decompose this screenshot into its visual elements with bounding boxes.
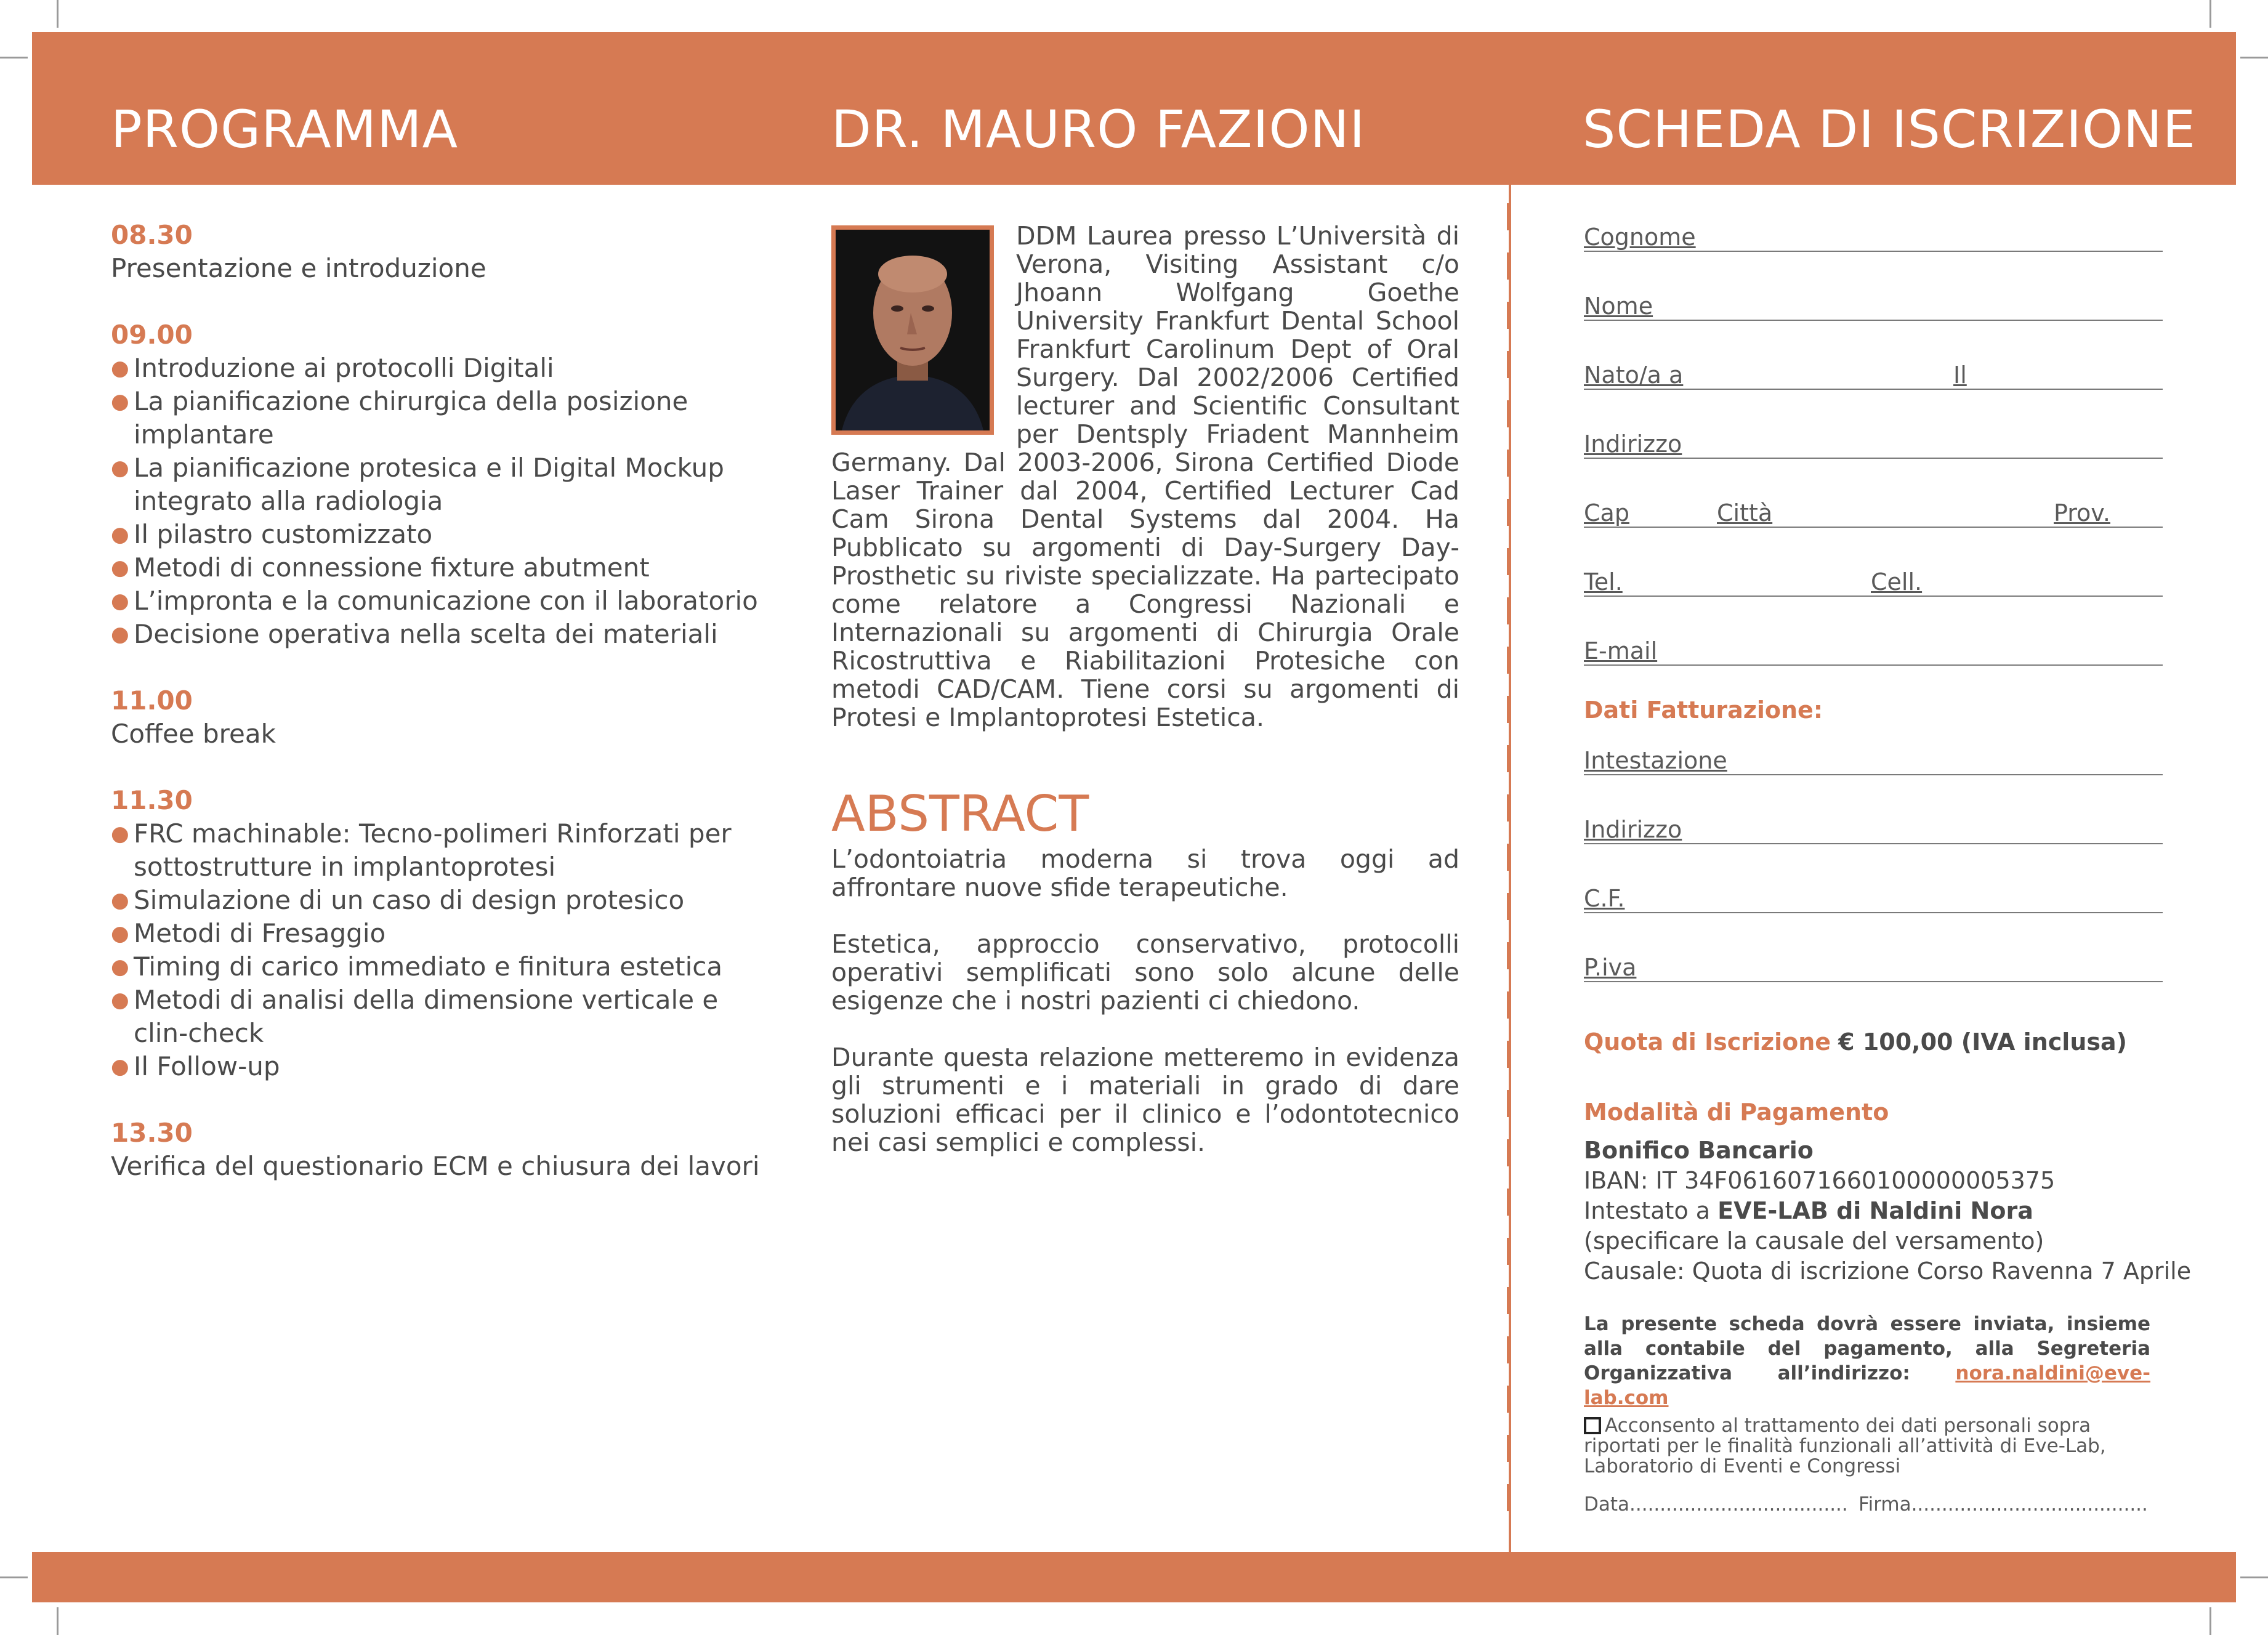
intestato-prefix: Intestato a: [1584, 1197, 1711, 1224]
firma-line[interactable]: Firma.......................................: [1858, 1493, 2148, 1516]
program-item-text: Decisione operativa nella scelta dei materiali: [134, 619, 718, 649]
program-item: [111, 950, 764, 983]
bullet-icon: ●: [111, 622, 129, 647]
pagamento-title: Modalità di Pagamento: [1584, 1099, 1889, 1126]
intestazione-label: Intestazione: [1584, 747, 1727, 774]
abstract-title: ABSTRACT: [831, 785, 1089, 842]
fold-dash: [1507, 1189, 1510, 1216]
bonifico-label: Bonifico Bancario: [1584, 1137, 1814, 1164]
fold-dash: [1507, 400, 1510, 427]
fold-dash: [1507, 1090, 1510, 1117]
cell-label: Cell.: [1871, 568, 1923, 595]
program-item: [111, 618, 764, 651]
bullet-icon: ●: [111, 589, 129, 613]
nome-label: Nome: [1584, 293, 1653, 320]
programma-heading: PROGRAMMA: [111, 99, 459, 159]
crop-mark: [0, 57, 28, 59]
program-text: Coffee break: [111, 719, 276, 749]
crop-mark: [57, 1607, 59, 1635]
cognome-field[interactable]: [1584, 219, 2163, 252]
specificare-text: (specificare la causale del versamento): [1584, 1227, 2044, 1254]
email-link[interactable]: nora.naldini@eve-lab.com: [1584, 1362, 2150, 1409]
fatturazione-title: Dati Fatturazione:: [1584, 696, 1823, 724]
program-item-text: Il pilastro customizzato: [134, 519, 433, 549]
fold-dash: [1507, 745, 1510, 772]
fold-dash: [1507, 893, 1510, 920]
crop-mark: [2240, 1576, 2268, 1578]
speaker-photo: [831, 225, 994, 435]
program-item: [111, 817, 764, 884]
bullet-icon: ●: [111, 822, 129, 846]
prov-label: Prov.: [2054, 499, 2110, 527]
consent-text: Acconsento al trattamento dei dati personali sopra riportati per le finalità funzionali all’attività di Eve-Lab, Laboratorio di Eventi e Congressi: [1584, 1415, 2106, 1477]
bullet-icon: ●: [111, 988, 129, 1012]
cf-label: C.F.: [1584, 885, 1625, 912]
cap-citta-prov-field[interactable]: [1584, 495, 2163, 528]
bullet-icon: ●: [111, 921, 129, 946]
il-label: Il: [1953, 361, 1967, 389]
crop-mark: [2209, 0, 2211, 28]
abstract-paragraph: L’odontoiatria moderna si trova oggi ad affrontare nuove sfide terapeutiche.: [831, 844, 1459, 902]
fold-dash: [1507, 647, 1510, 674]
bullet-icon: ●: [111, 888, 129, 913]
program-item: [111, 1050, 764, 1083]
program-item-text: L’impronta e la comunicazione con il laboratorio: [134, 586, 758, 616]
fold-dash: [1507, 1386, 1510, 1413]
cognome-label: Cognome: [1584, 224, 1696, 251]
fold-dash: [1507, 1435, 1510, 1462]
cap-label: Cap: [1584, 499, 1629, 527]
program-item-text: Metodi di Fresaggio: [134, 918, 386, 948]
bullet-icon: ●: [111, 1054, 129, 1079]
program-item: [111, 385, 764, 451]
program-item-text: Il Follow-up: [134, 1051, 280, 1081]
note-text: La presente scheda dovrà essere inviata, insieme alla contabile del pagamento, alla Segreteria Organizzativa all’indirizzo:: [1584, 1313, 2150, 1384]
cf-field[interactable]: [1584, 880, 2163, 913]
footer-band: [32, 1552, 2236, 1602]
program-list: [111, 817, 764, 1083]
fold-dash: [1507, 696, 1510, 723]
iscrizione-heading: SCHEDA DI ISCRIZIONE: [1583, 99, 2196, 159]
email-label: E-mail: [1584, 637, 1658, 664]
fold-dash: [1507, 1287, 1510, 1314]
program-item: [111, 352, 764, 385]
indirizzo-fatt-field[interactable]: [1584, 811, 2163, 844]
abstract-paragraph: Durante questa relazione metteremo in evidenza gli strumenti e i materiali in grado di dare soluzioni efficaci per il clinico e l’odontotecnico nei casi semplici e complessi.: [831, 1043, 1459, 1157]
tel-cell-field[interactable]: [1584, 563, 2163, 597]
tel-label: Tel.: [1584, 568, 1623, 595]
program-item: [111, 551, 764, 584]
indirizzo-fatt-label: Indirizzo: [1584, 816, 1682, 843]
program-item-text: La pianificazione chirurgica della posizione implantare: [134, 386, 688, 450]
consent-checkbox[interactable]: [1584, 1417, 1601, 1434]
fold-dash: [1507, 302, 1510, 329]
program-text: Presentazione e introduzione: [111, 253, 486, 283]
program-item: [111, 584, 764, 618]
fold-dash: [1507, 499, 1510, 526]
program-item-text: La pianificazione protesica e il Digital Mockup integrato alla radiologia: [134, 453, 724, 516]
fold-dash: [1507, 1041, 1510, 1068]
bullet-icon: ●: [111, 955, 129, 979]
iban-text: IBAN: IT 34F0616071660100000005375: [1584, 1167, 2056, 1194]
crop-mark: [2209, 1607, 2211, 1635]
fold-dash: [1507, 203, 1510, 230]
fold-dash: [1507, 794, 1510, 822]
speaker-bio: DDM Laurea presso L’Università di Verona, Visiting Assistant c/o Jhoann Wolfgang Goethe University Frankfurt Dental School Frankfurt Carolinum Dept of Oral Surgery. Dal 2002/2006 Certified lecturer and Scientific Consultant per Dentsply Friadent Mannheim Germany. Dal 2003-2006, Sirona Certified Diode Laser Trainer dal 2004, Certified Lecturer Cad Cam Sirona Dental Systems dal 2004. Ha Pubblicato su argomenti di Day-Surgery Day-Prosthetic su riviste specializzate. Ha partecipato come relatore a Congressi Nazionali e Internazionali su argomenti di Chirurgia Orale Ricostruttiva e Riabilitazioni Protesiche con metodi CAD/CAM. Tiene corsi su argomenti di Protesi e Implantoprotesi Estetica.: [831, 221, 1459, 732]
program-item: [111, 518, 764, 551]
speaker-column: [831, 222, 1459, 1185]
fold-dash: [1507, 1238, 1510, 1265]
program-block: [111, 784, 764, 1083]
program-block: [111, 1116, 764, 1183]
program-item: [111, 917, 764, 950]
program-item: [111, 983, 764, 1050]
program-time: 13.30: [111, 1118, 193, 1148]
nato-label: Nato/a a: [1584, 361, 1684, 389]
piva-field[interactable]: [1584, 949, 2163, 982]
program-block: [111, 684, 764, 751]
fold-dash: [1507, 844, 1510, 871]
piva-label: P.iva: [1584, 954, 1637, 981]
portrait-icon: [836, 230, 990, 430]
crop-mark: [57, 0, 59, 28]
nato-field[interactable]: [1584, 357, 2163, 390]
abstract-body: [831, 845, 1459, 1157]
submission-note: [1584, 1312, 2150, 1410]
program-block: [111, 219, 764, 285]
fold-dash: [1507, 1139, 1510, 1166]
consent-row: [1584, 1416, 2150, 1477]
fold-dash: [1507, 1484, 1510, 1511]
bullet-icon: ●: [111, 356, 129, 381]
data-line[interactable]: Data....................................: [1584, 1493, 1848, 1516]
program-item-text: Metodi di connessione fixture abutment: [134, 552, 650, 583]
program-item-text: Simulazione di un caso di design protesico: [134, 885, 685, 915]
program-item-text: Timing di carico immediato e finitura estetica: [134, 951, 723, 982]
crop-mark: [0, 1576, 28, 1578]
program-time: 11.30: [111, 785, 193, 815]
bullet-icon: ●: [111, 555, 129, 580]
program-text: Verifica del questionario ECM e chiusura dei lavori: [111, 1151, 760, 1181]
fold-dash: [1507, 597, 1510, 624]
program-time: 11.00: [111, 685, 193, 716]
crop-mark: [2240, 57, 2268, 59]
intestato-line: [1584, 1197, 2033, 1224]
quota-label: Quota di Iscrizione: [1584, 1028, 1831, 1056]
citta-label: Città: [1717, 499, 1773, 527]
fold-dash: [1507, 942, 1510, 969]
abstract-paragraph: Estetica, approccio conservativo, protocolli operativi semplificati sono solo alcune delle esigenze che i nostri pazienti ci chiedono.: [831, 929, 1459, 1015]
program-item: [111, 884, 764, 917]
quota-value: € 100,00 (IVA inclusa): [1838, 1028, 2127, 1056]
causale-text: Causale: Quota di iscrizione Corso Ravenna 7 Aprile: [1584, 1258, 2192, 1285]
intestato-name: EVE-LAB di Naldini Nora: [1717, 1197, 2033, 1224]
indirizzo-field[interactable]: [1584, 426, 2163, 459]
bullet-icon: ●: [111, 456, 129, 480]
bullet-icon: ●: [111, 522, 129, 547]
speaker-heading: DR. MAURO FAZIONI: [831, 99, 1366, 159]
email-field[interactable]: [1584, 632, 2163, 666]
quota-line: [1584, 1028, 2127, 1056]
program-item-text: FRC machinable: Tecno-polimeri Rinforzati per sottostrutture in implantoprotesi: [134, 818, 732, 882]
program-block: [111, 318, 764, 651]
intestazione-field[interactable]: [1584, 742, 2163, 775]
program-column: [111, 219, 764, 1216]
program-item-text: Metodi di analisi della dimensione verticale e clin-check: [134, 985, 719, 1048]
fold-dash: [1507, 991, 1510, 1019]
fold-dash: [1507, 1336, 1510, 1363]
program-list: [111, 352, 764, 651]
program-item: [111, 451, 764, 518]
program-time: 08.30: [111, 220, 193, 250]
program-item-text: Introduzione ai protocolli Digitali: [134, 353, 554, 383]
fold-dash: [1507, 548, 1510, 575]
fold-dash: [1507, 252, 1510, 280]
indirizzo-label: Indirizzo: [1584, 430, 1682, 458]
program-time: 09.00: [111, 320, 193, 350]
fold-dash: [1507, 351, 1510, 378]
bullet-icon: ●: [111, 389, 129, 414]
nome-field[interactable]: [1584, 288, 2163, 321]
fold-dash: [1507, 450, 1510, 477]
